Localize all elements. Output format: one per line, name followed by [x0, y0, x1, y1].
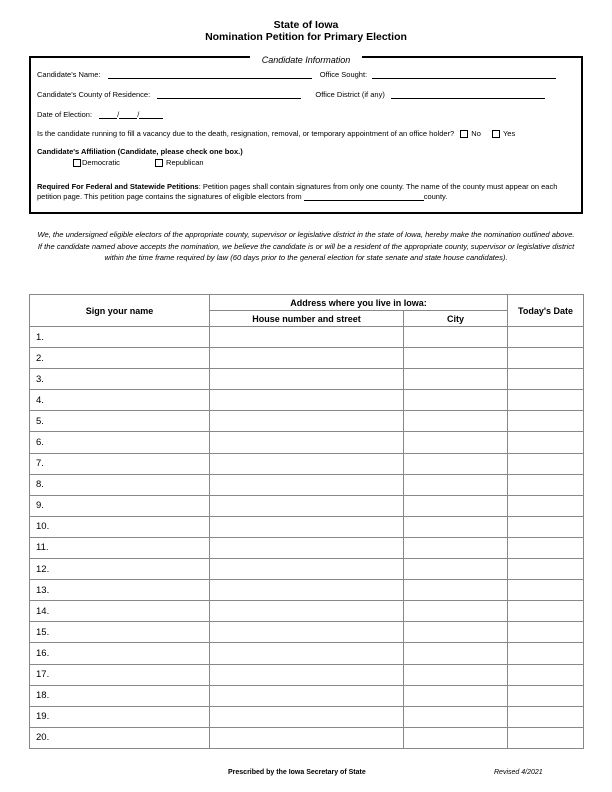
table-row [30, 559, 584, 580]
row-number[interactable]: 19. [30, 706, 210, 727]
street-cell[interactable] [210, 432, 404, 453]
table-row [30, 474, 584, 495]
table-row [30, 411, 584, 432]
city-cell[interactable] [404, 706, 508, 727]
street-cell[interactable] [210, 369, 404, 390]
democratic-checkbox[interactable] [73, 159, 81, 167]
street-cell[interactable] [210, 685, 404, 706]
vacancy-no-label: No [471, 129, 481, 138]
table-row [30, 537, 584, 558]
petition-county-field[interactable] [304, 193, 424, 201]
street-cell[interactable] [210, 411, 404, 432]
election-day-field[interactable] [119, 110, 140, 119]
candidate-name-label: Candidate's Name: [37, 70, 101, 79]
required-note-heading: Required For Federal and Statewide Petitions [37, 182, 199, 191]
vacancy-row [37, 129, 515, 138]
row-number[interactable]: 4. [30, 390, 210, 411]
date-separator: / [117, 110, 120, 119]
election-month-field[interactable] [99, 110, 120, 119]
nomination-statement: We, the undersigned eligible electors of the appropriate county, supervisor or legislative district in the state of Iowa, hereby make the nomination outlined above. If the candidate named above accepts the nomination, we believe the candidate is or will be a resident of the appropriate county, supervisor or legislative district within the time frame required by law (60 days prior to the general election for state senate and state house candidates). [37, 230, 575, 262]
date-cell[interactable] [508, 348, 584, 369]
table-row [30, 432, 584, 453]
street-cell[interactable] [210, 348, 404, 369]
row-number[interactable]: 14. [30, 601, 210, 622]
date-cell[interactable] [508, 685, 584, 706]
row-number[interactable]: 15. [30, 622, 210, 643]
street-cell[interactable] [210, 706, 404, 727]
city-cell[interactable] [404, 537, 508, 558]
table-row [30, 348, 584, 369]
city-cell[interactable] [404, 727, 508, 748]
address-header: Address where you live in Iowa: [210, 295, 508, 311]
city-cell[interactable] [404, 348, 508, 369]
county-label: Candidate's County of Residence: [37, 90, 151, 99]
city-cell[interactable] [404, 559, 508, 580]
row-number[interactable]: 18. [30, 685, 210, 706]
city-cell[interactable] [404, 664, 508, 685]
city-cell[interactable] [404, 390, 508, 411]
district-field[interactable] [391, 90, 545, 99]
required-note-text: : Petition pages shall contain signatures from only one county. The name of the county must appear on each petition page. This petition page contains the signatures of eligible electors from [37, 182, 558, 201]
city-cell[interactable] [404, 685, 508, 706]
title-line-1: State of Iowa [273, 19, 339, 31]
prescribed-by: Prescribed by the Iowa Secretary of State [228, 769, 366, 776]
date-separator: / [137, 110, 140, 119]
vacancy-no-checkbox[interactable] [460, 130, 468, 138]
vacancy-yes-label: Yes [502, 129, 516, 138]
required-petitions-note [37, 182, 573, 201]
city-cell[interactable] [404, 369, 508, 390]
date-cell[interactable] [508, 537, 584, 558]
street-cell[interactable] [210, 453, 404, 474]
vacancy-yes-checkbox[interactable] [492, 130, 500, 138]
date-cell[interactable] [508, 601, 584, 622]
date-cell[interactable] [508, 706, 584, 727]
district-label: Office District (if any) [315, 90, 385, 99]
street-cell[interactable] [210, 327, 404, 348]
table-row [30, 685, 584, 706]
row-number[interactable]: 13. [30, 580, 210, 601]
date-cell[interactable] [508, 474, 584, 495]
document-title [0, 19, 612, 43]
row-number[interactable]: 11. [30, 537, 210, 558]
table-row [30, 643, 584, 664]
date-cell[interactable] [508, 664, 584, 685]
table-row [30, 369, 584, 390]
street-cell[interactable] [210, 601, 404, 622]
county-suffix: county. [423, 191, 448, 201]
street-cell[interactable] [210, 727, 404, 748]
city-cell[interactable] [404, 601, 508, 622]
date-cell[interactable] [508, 369, 584, 390]
street-cell[interactable] [210, 495, 404, 516]
revision-date: Revised 4/2021 [494, 769, 543, 776]
city-cell[interactable] [404, 580, 508, 601]
city-header: City [404, 311, 508, 327]
vacancy-question: Is the candidate running to fill a vacancy due to the death, resignation, removal, or temporary appointment of an office holder? [37, 129, 455, 138]
office-sought-field[interactable] [372, 70, 556, 79]
date-cell[interactable] [508, 580, 584, 601]
election-year-field[interactable] [139, 110, 163, 119]
name-office-row [37, 70, 556, 79]
row-number[interactable]: 3. [30, 369, 210, 390]
row-number[interactable]: 1. [30, 327, 210, 348]
candidate-info-legend [31, 50, 581, 68]
street-cell[interactable] [210, 643, 404, 664]
street-cell[interactable] [210, 559, 404, 580]
candidate-info-legend-text: Candidate Information [250, 55, 363, 65]
table-row [30, 495, 584, 516]
table-row [30, 453, 584, 474]
signature-table [29, 294, 584, 749]
sign-name-header: Sign your name [30, 295, 210, 327]
city-cell[interactable] [404, 432, 508, 453]
todays-date-header: Today's Date [508, 295, 584, 327]
date-cell[interactable] [508, 411, 584, 432]
row-number[interactable]: 10. [30, 516, 210, 537]
row-number[interactable]: 12. [30, 559, 210, 580]
city-cell[interactable] [404, 516, 508, 537]
street-cell[interactable] [210, 474, 404, 495]
republican-label: Republican [166, 158, 204, 167]
street-cell[interactable] [210, 664, 404, 685]
row-number[interactable]: 2. [30, 348, 210, 369]
row-number[interactable]: 17. [30, 664, 210, 685]
republican-checkbox[interactable] [155, 159, 163, 167]
row-number[interactable]: 6. [30, 432, 210, 453]
date-cell[interactable] [508, 432, 584, 453]
democratic-label: Democratic [82, 158, 120, 167]
date-cell[interactable] [508, 643, 584, 664]
row-number[interactable]: 8. [30, 474, 210, 495]
row-number[interactable]: 9. [30, 495, 210, 516]
row-number[interactable]: 16. [30, 643, 210, 664]
table-row [30, 622, 584, 643]
candidate-name-field[interactable] [108, 70, 312, 79]
affiliation-options [73, 158, 204, 167]
row-number[interactable]: 20. [30, 727, 210, 748]
table-row [30, 390, 584, 411]
city-cell[interactable] [404, 453, 508, 474]
date-cell[interactable] [508, 727, 584, 748]
city-cell[interactable] [404, 495, 508, 516]
date-cell[interactable] [508, 390, 584, 411]
office-sought-label: Office Sought: [319, 70, 368, 79]
county-district-row [37, 90, 545, 99]
table-row [30, 327, 584, 348]
table-row [30, 727, 584, 748]
candidate-info-box [29, 56, 583, 214]
city-cell[interactable] [404, 643, 508, 664]
date-cell[interactable] [508, 495, 584, 516]
street-cell[interactable] [210, 516, 404, 537]
street-cell[interactable] [210, 390, 404, 411]
county-field[interactable] [157, 90, 301, 99]
date-cell[interactable] [508, 453, 584, 474]
street-header: House number and street [210, 311, 404, 327]
city-cell[interactable] [404, 622, 508, 643]
election-date-row [37, 110, 163, 119]
row-number[interactable]: 7. [30, 453, 210, 474]
table-row [30, 580, 584, 601]
table-row [30, 601, 584, 622]
city-cell[interactable] [404, 327, 508, 348]
city-cell[interactable] [404, 474, 508, 495]
table-row [30, 706, 584, 727]
table-row [30, 516, 584, 537]
election-date-label: Date of Election: [37, 110, 93, 119]
street-cell[interactable] [210, 537, 404, 558]
date-cell[interactable] [508, 516, 584, 537]
city-cell[interactable] [404, 411, 508, 432]
street-cell[interactable] [210, 622, 404, 643]
date-cell[interactable] [508, 559, 584, 580]
table-row [30, 664, 584, 685]
date-cell[interactable] [508, 622, 584, 643]
title-line-2: Nomination Petition for Primary Election [205, 31, 407, 43]
date-cell[interactable] [508, 327, 584, 348]
row-number[interactable]: 5. [30, 411, 210, 432]
street-cell[interactable] [210, 580, 404, 601]
affiliation-label: Candidate's Affiliation (Candidate, please check one box.) [37, 147, 243, 156]
